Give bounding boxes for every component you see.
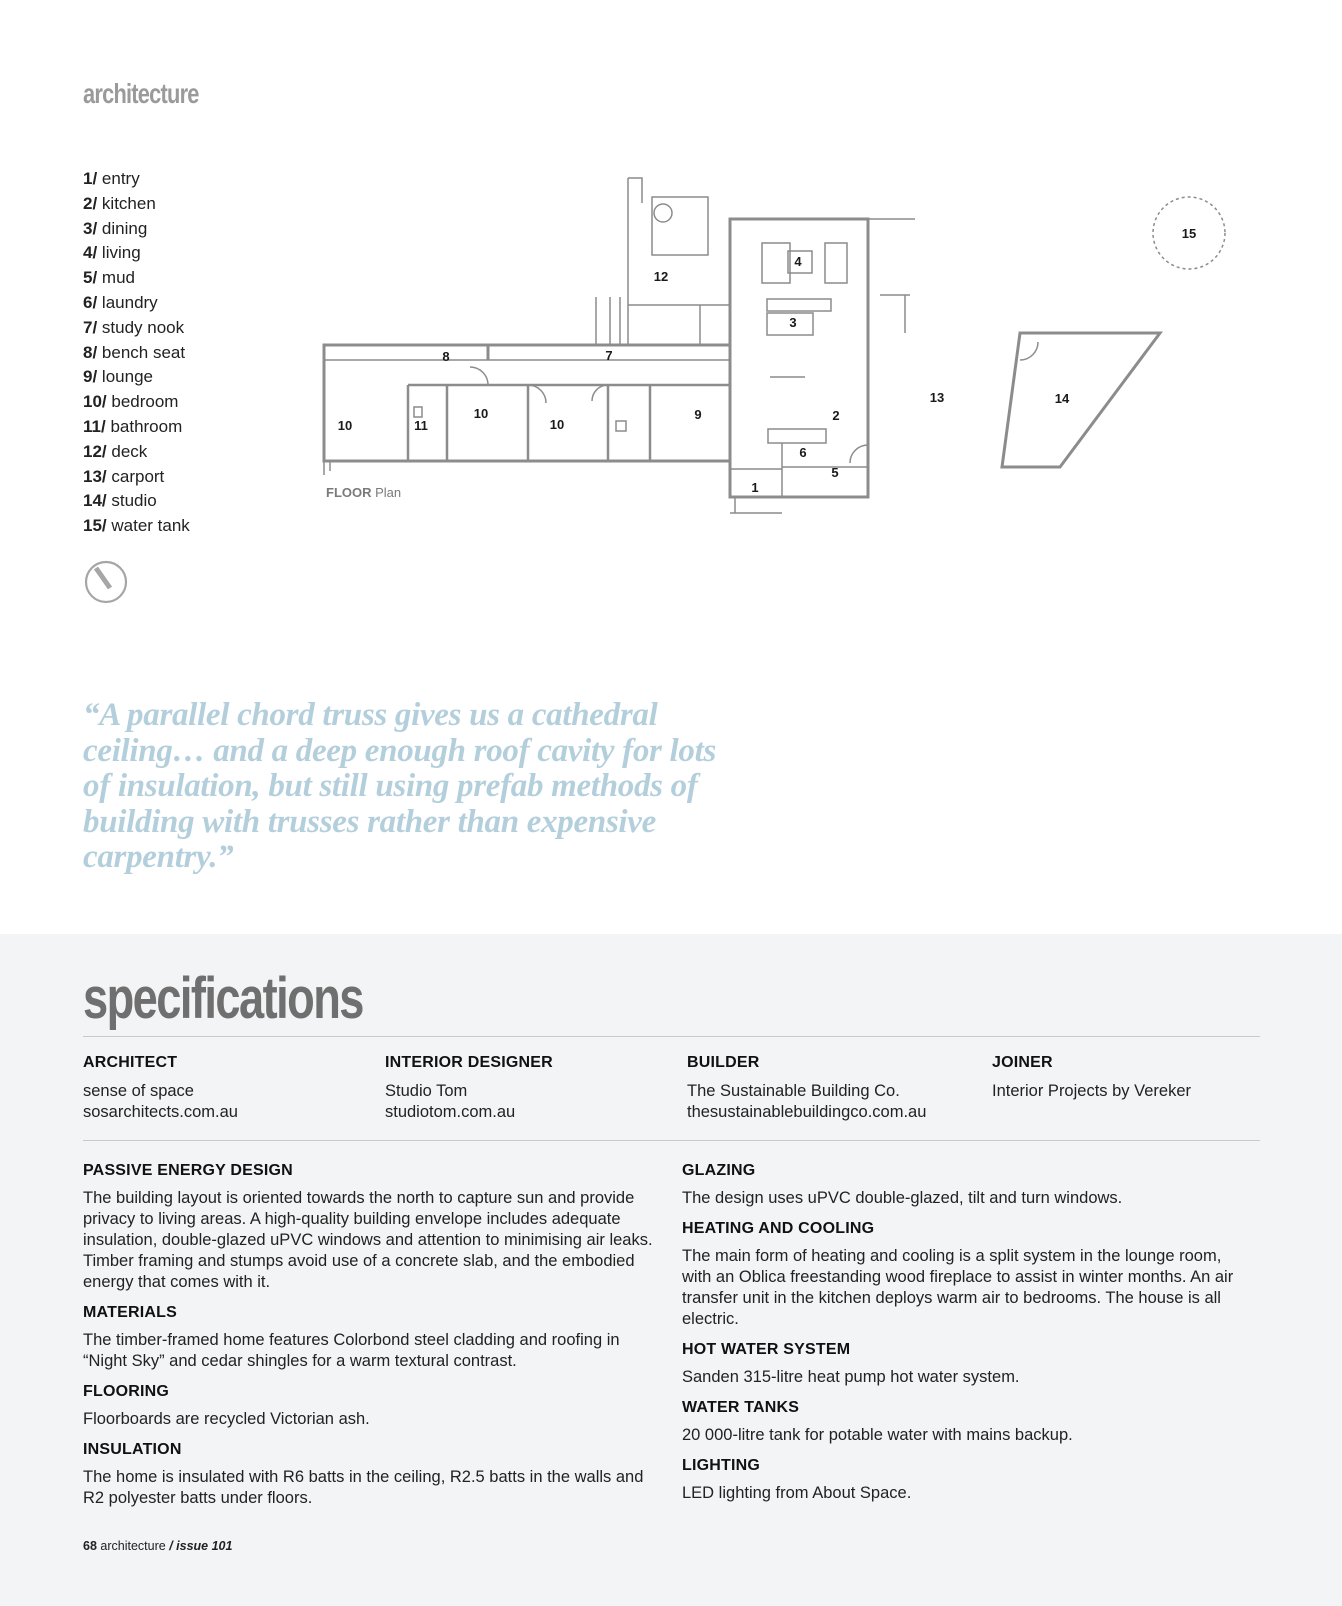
plan-label-8: 8	[442, 349, 450, 364]
legend-item: 3/ dining	[83, 218, 148, 238]
spec-column-right: GLAZING The design uses uPVC double-glazed, tilt and turn windows. HEATING AND COOLING The main form of heating and cooling is a split system in the lounge room, with an Oblica freestanding wood fireplace to assist in winter months. An air transfer unit in the kitchen deploys warm air to bedrooms. The house is all electric. HOT WATER SYSTEM Sanden 315-litre heat pump hot water system. WATER TANKS 20 000-litre tank for potable water with mains backup. LIGHTING LED lighting from About Space.	[682, 1162, 1234, 1502]
legend-item: 4/ living	[83, 243, 141, 263]
specifications-title: specifications	[83, 966, 363, 1031]
legend-item: 13/ carport	[83, 466, 165, 486]
plan-label-10: 10	[473, 406, 489, 421]
floor-plan-legend	[83, 167, 190, 539]
plan-label-4: 4	[794, 254, 802, 269]
plan-caption: FLOOR Plan	[326, 485, 402, 500]
legend-item: 5/ mud	[83, 268, 135, 288]
legend-item: 6/ laundry	[83, 292, 158, 312]
credit-joiner: JOINER Interior Projects by Vereker	[992, 1054, 1191, 1100]
floor-plan	[320, 175, 1260, 515]
spec-column-left: PASSIVE ENERGY DESIGN The building layout is oriented towards the north to capture sun and provide privacy to living areas. A high-quality building envelope includes adequate insulation, double-glazed uPVC windows and attention to minimising air leaks. Timber framing and stumps avoid use of a concrete slab, and the embodied energy that comes with it. MATERIALS The timber-framed home features Colorbond steel cladding and roofing in “Night Sky” and cedar shingles for a warm textural contrast. FLOORING Floorboards are recycled Victorian ash. INSULATION The home is insulated with R6 batts in the ceiling, R2.5 batts in the walls and R2 polyester batts under floors.	[83, 1162, 653, 1507]
legend-item: 1/ entry	[83, 169, 140, 188]
legend-item: 2/ kitchen	[83, 193, 156, 213]
north-compass-icon	[84, 560, 128, 604]
plan-label-9: 9	[694, 407, 702, 422]
credit-builder: BUILDER The Sustainable Building Co. thesustainablebuildingco.com.au	[687, 1054, 927, 1121]
legend-item: 11/ bathroom	[83, 416, 183, 436]
plan-label-1: 1	[751, 480, 759, 495]
plan-label-15: 15	[1181, 226, 1197, 241]
plan-label-12: 12	[653, 269, 669, 284]
legend-item: 12/ deck	[83, 441, 148, 461]
plan-label-7: 7	[605, 348, 613, 363]
plan-label-14: 14	[1054, 391, 1070, 406]
divider	[83, 1036, 1260, 1037]
legend-item: 15/ water tank	[83, 516, 190, 536]
legend-item: 7/ study nook	[83, 317, 185, 337]
plan-label-10: 10	[549, 417, 565, 432]
credit-interior-designer: INTERIOR DESIGNER Studio Tom studiotom.com.au	[385, 1054, 553, 1121]
plan-label-3: 3	[789, 315, 797, 330]
plan-label-2: 2	[832, 408, 840, 423]
legend-item: 8/ bench seat	[83, 342, 186, 362]
plan-label-6: 6	[799, 445, 807, 460]
section-tag: architecture	[83, 78, 199, 109]
legend-item: 9/ lounge	[83, 367, 153, 387]
pull-quote: “A parallel chord truss gives us a cathedral ceiling… and a deep enough roof cavity for lots of insulation, but still using prefab methods of building with trusses rather than expensive carpentry.”	[83, 697, 717, 875]
legend-item: 14/ studio	[83, 491, 157, 511]
plan-label-5: 5	[831, 465, 839, 480]
legend-item: 10/ bedroom	[83, 392, 179, 412]
plan-label-13: 13	[929, 390, 945, 405]
credit-architect: ARCHITECT sense of space sosarchitects.com.au	[83, 1054, 238, 1121]
divider	[83, 1140, 1260, 1141]
page-footer: 68 architecture / issue 101	[83, 1539, 233, 1553]
plan-label-10: 10	[337, 418, 353, 433]
plan-label-11: 11	[414, 418, 428, 433]
